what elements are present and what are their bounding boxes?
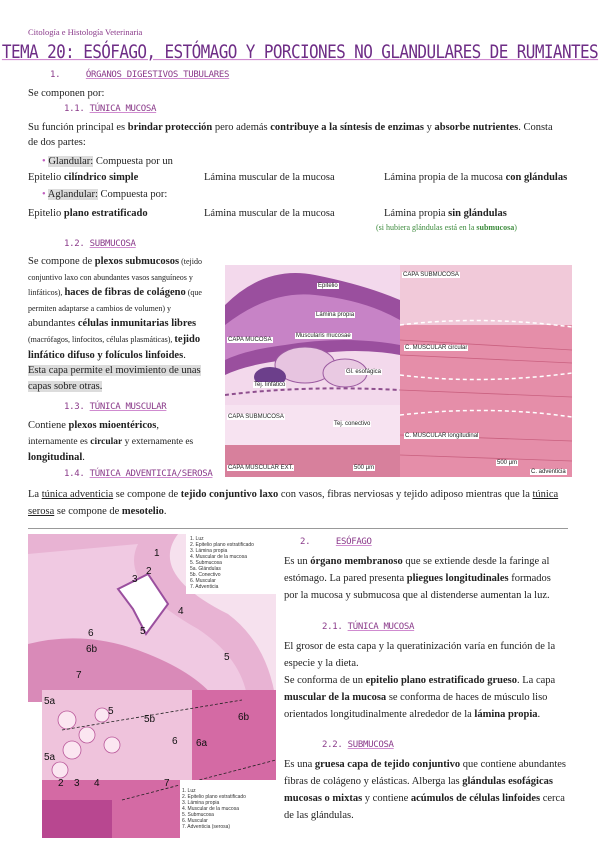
fig1-label-adventicia: C. adventicia: [531, 469, 566, 475]
divider: [28, 528, 568, 529]
glandular-col2: Lámina muscular de la mucosa: [204, 172, 335, 183]
section-2-1-heading: 2.1. TÚNICA MUCOSA: [322, 622, 415, 632]
fig3-num-6a: 6a: [196, 738, 208, 749]
section-1-4-heading: 1.4. TÚNICA ADVENTICIA/SEROSA: [64, 469, 213, 479]
fig1-label-muscular-longitudinal: C. MUSCULAR longitudinal: [405, 433, 479, 439]
fig1-label-gl-esofagica: Gl. esofágica: [346, 369, 382, 375]
muscular-paragraph: Contiene plexos mioentéricos, internamente es circular y externamente es longitudinal.: [28, 420, 194, 463]
fig2-num-5b: 5: [224, 652, 230, 663]
section-1-1-heading: 1.1. TÚNICA MUCOSA: [64, 104, 157, 114]
fig3-num-5b: 5b: [144, 714, 156, 725]
aglandular-col1: Epitelio plano estratificado: [28, 208, 148, 219]
aglandular-note: (si hubiera glándulas está en la submucosa): [376, 223, 517, 232]
fig2-num-4: 4: [178, 606, 184, 617]
aglandular-col3: Lámina propia sin glándulas: [384, 208, 507, 219]
histology-image-esophagus-detail: [42, 690, 276, 838]
section-1-intro: Se componen por:: [28, 88, 105, 99]
fig2-num-7: 7: [76, 670, 82, 681]
mucosa-paragraph: Su función principal es brindar protección pero además contribuye a la síntesis de enzimas y absorbe nutrientes. Consta de dos partes:: [28, 122, 553, 148]
fig1-label-muscular-circular: C. MUSCULAR circular: [405, 345, 468, 351]
section-2-heading: 2. ESÓFAGO: [300, 537, 372, 547]
section-1-3-heading: 1.3. TÚNICA MUSCULAR: [64, 402, 167, 412]
fig2-num-2: 2: [146, 566, 152, 577]
esophagus-mucosa-paragraph: El grosor de esta capa y la queratinización varía en función de la especie y la dieta. Se conforma de un epitelio plano estratificado grueso. La capa muscular de la mucosa se conforma de haces de músculo liso orientados longitudinalmente alrededor de la lámina propia.: [284, 641, 556, 720]
fig2-num-1: 1: [154, 548, 160, 559]
glandular-bullet: • Glandular: Compuesta por un: [42, 156, 173, 167]
fig2-num-5: 5: [140, 626, 146, 637]
fig1-label-epitelio: Epitelio: [318, 283, 338, 289]
fig3-num-6: 6: [172, 736, 178, 747]
fig1-label-tej-linfatico: Tej. linfático: [254, 382, 286, 388]
fig2-num-6b: 6b: [86, 644, 98, 655]
histology-image-esophagus: [28, 534, 276, 702]
course-header: Citología e Histología Veterinaria: [28, 27, 143, 37]
esophagus-paragraph: Es un órgano membranoso que se extiende desde la faringe al estómago. La pared presenta pliegues longitudinales formados por la mucosa y submucosa que al distenderse aumentan la luz.: [284, 556, 551, 601]
esophagus-submucosa-paragraph: Es una gruesa capa de tejido conjuntivo que contiene abundantes fibras de colágeno y elásticas. Alberga las glándulas esofágicas mucosas o mixtas y contiene acúmulos de células linfoides cerca de las glándulas.: [284, 759, 567, 821]
submucosa-paragraph: Se compone de plexos submucosos (tejido conjuntivo laxo con abundantes vasos sanguíneos y linfáticos), haces de fibras de colágeno (que permiten adaptarse a cambios de volumen) y abundantes células inmunitarias libres (macrófagos, linfocitos, células plasmáticas), tejido linfático difuso y folículos linfoides. Esta capa permite el movimiento de unas capas sobre otras.: [28, 256, 202, 392]
fig1-label-capa-mucosa: CAPA MUCOSA: [228, 337, 272, 343]
fig1-label-muscularis: Muscularis mucosae: [296, 333, 351, 339]
fig1-label-capa-submucosa: CAPA SUBMUCOSA: [228, 414, 284, 420]
glandular-col3: Lámina propia de la mucosa con glándulas: [384, 172, 568, 183]
fig1-label-tej-conectivo: Tej. conectivo: [334, 421, 371, 427]
section-1-2-heading: 1.2. SUBMUCOSA: [64, 239, 136, 249]
section-2-2-heading: 2.2. SUBMUCOSA: [322, 740, 394, 750]
aglandular-bullet: • Aglandular: Compuesta por:: [42, 189, 168, 200]
fig3-num-5a: 5a: [44, 696, 56, 707]
fig1-scale-left: 500 μm: [354, 465, 375, 471]
fig3-legend: 1. Luz 2. Epitelio plano estratificado 3. Lámina propia 4. Muscular de la mucosa 5. Submucosa 6. Muscular 7. Adventicia (serosa): [182, 788, 274, 830]
fig3-num-5a-lower: 5a: [44, 752, 56, 763]
page-title: TEMA 20: ESÓFAGO, ESTÓMAGO Y PORCIONES NO GLANDULARES DE RUMIANTES: [1, 40, 599, 63]
fig1-scale-right: 500 μm: [497, 460, 518, 466]
fig1-label-capa-muscular-ext: CAPA MUSCULAR EXT.: [228, 465, 294, 471]
histology-image-muscular: [400, 265, 572, 477]
fig1-label-lamina-propia: Lámina propia: [316, 312, 355, 318]
fig2-num-3: 3: [132, 574, 138, 585]
fig3-num-4: 4: [94, 778, 100, 789]
glandular-col1: Epitelio cilíndrico simple: [28, 172, 139, 183]
fig1-label-right-submucosa: CAPA SUBMUCOSA: [403, 272, 459, 278]
fig3-num-2: 2: [58, 778, 64, 789]
aglandular-col2: Lámina muscular de la mucosa: [204, 208, 335, 219]
histology-image-mucosa-submucosa: [225, 265, 400, 477]
fig2-legend: 1. Luz 2. Epitelio plano estratificado 3. Lámina propia 4. Muscular de la mucosa 5. Submucosa 5a. Glándulas 5b. Conectivo 6. Muscular 7. Adventicia: [190, 536, 274, 590]
fig3-num-7: 7: [164, 778, 170, 789]
fig3-num-6b: 6b: [238, 712, 250, 723]
fig2-num-6: 6: [88, 628, 94, 639]
fig3-num-3: 3: [74, 778, 80, 789]
section-1-heading: 1. ÓRGANOS DIGESTIVOS TUBULARES: [50, 70, 230, 80]
adventicia-paragraph: La túnica adventicia se compone de tejido conjuntivo laxo con vasos, fibras nerviosas y tejido adiposo mientras que la túnica serosa se compone de mesotelio.: [28, 489, 559, 517]
fig3-num-5: 5: [108, 706, 114, 717]
